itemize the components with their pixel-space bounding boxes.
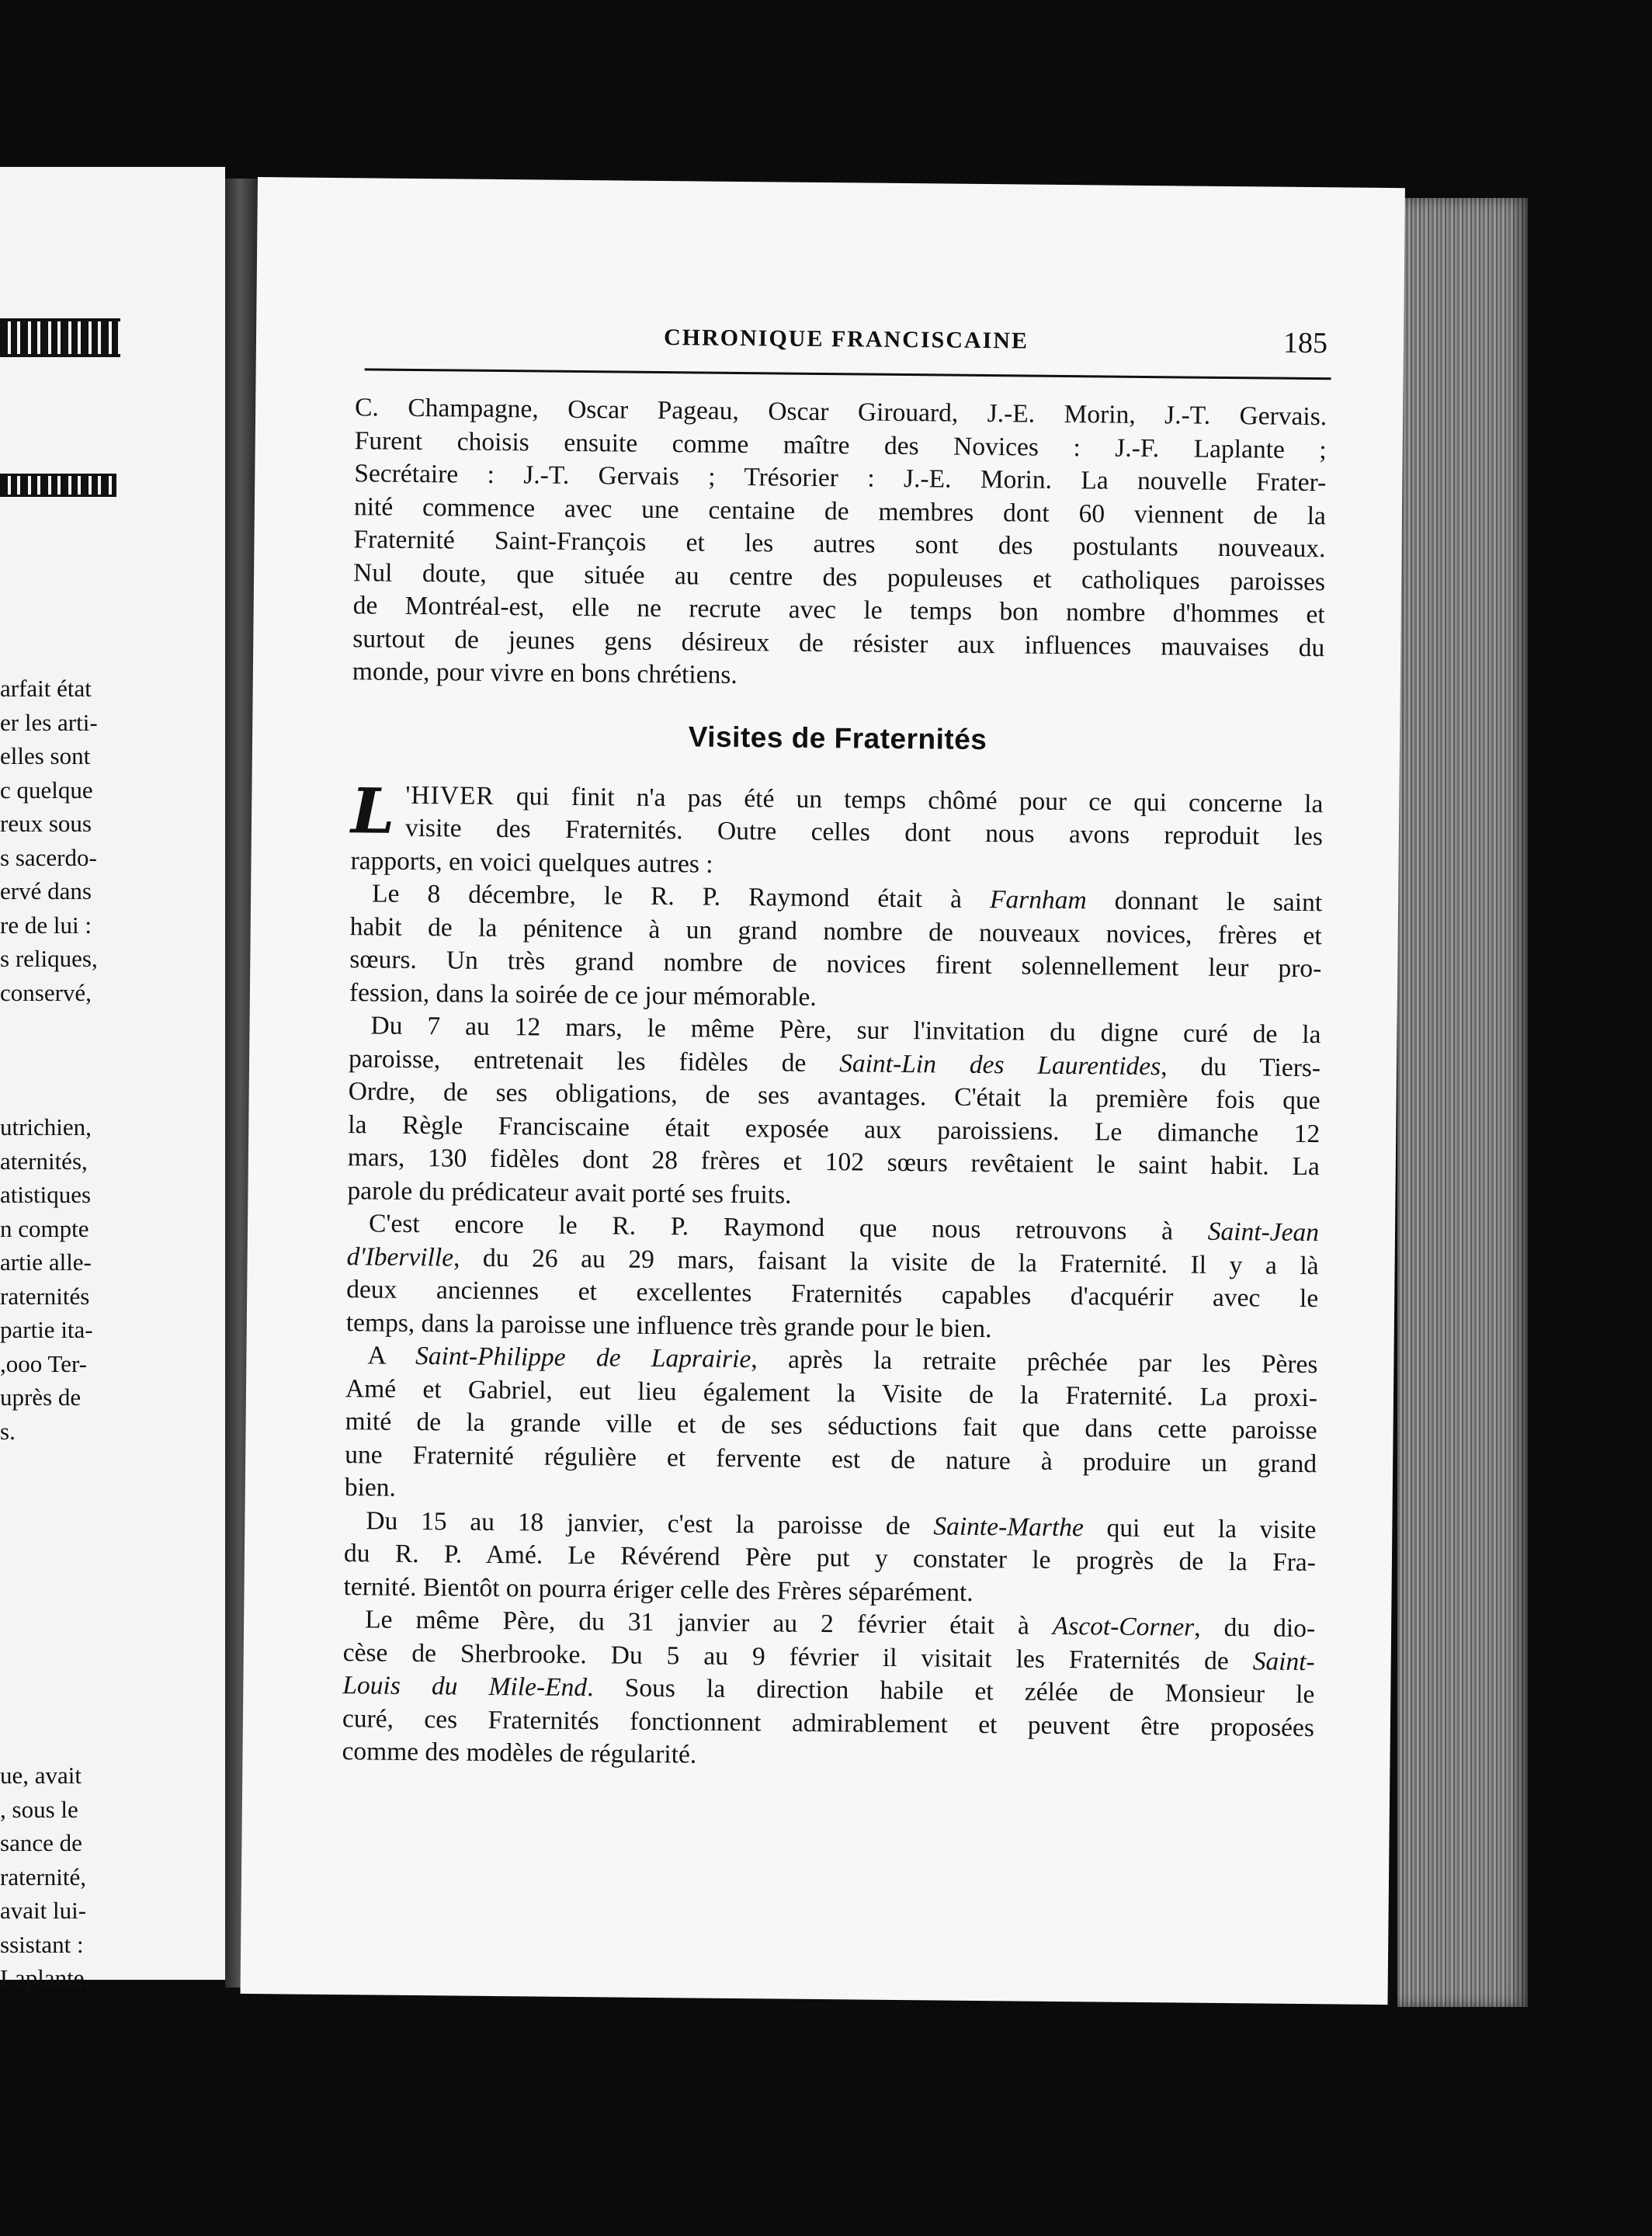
section-title: Visites de Fraternités [688, 720, 987, 755]
place-name: Saint- [1252, 1646, 1315, 1676]
ornament-band [0, 318, 120, 357]
place-name: Saint-Jean [1207, 1217, 1320, 1248]
page-body [342, 391, 1327, 1777]
paragraph-sainte-marthe [343, 1505, 1316, 1613]
drop-cap: L [350, 773, 395, 848]
text-line: bien. [344, 1473, 397, 1502]
text-run: cèse de Sherbrooke. Du 5 au 9 février il visitait les Fraternités de [342, 1637, 1253, 1675]
text-line: du R. P. Amé. Le Révérend Père put y constater le progrès de la Fra- [343, 1539, 1317, 1578]
text-run: qui eut la visite [1083, 1512, 1317, 1544]
text-line: fession, dans la soirée de ce jour mémorable. [349, 977, 817, 1012]
text-run: C'est encore le R. P. Raymond que nous retrouvons à [368, 1209, 1208, 1246]
left-line: atistiques [0, 1181, 92, 1208]
text-line: C. Champagne, Oscar Pageau, Oscar Girouard, J.-E. Morin, J.-T. Gervais. [354, 393, 1328, 432]
text-run: , du dio- [1194, 1613, 1316, 1644]
text-line: Fraternité Saint-François et les autres sont des postulants nouveaux. [353, 525, 1326, 564]
page-stack-edge [1397, 198, 1528, 2007]
left-line: aternités, [0, 1147, 88, 1175]
place-name: d'Iberville [346, 1241, 454, 1272]
left-line: arfait état [0, 675, 92, 702]
left-line: artie alle- [0, 1248, 92, 1276]
page-number: 185 [1282, 326, 1328, 360]
paragraph-iberville [346, 1207, 1320, 1349]
left-line: , sous le [0, 1795, 78, 1823]
place-name: Saint-Lin des Laurentides [839, 1048, 1161, 1081]
text-run: , après la retraite prêchée par les Pères [751, 1345, 1318, 1380]
left-text-block-a [0, 672, 225, 1009]
text-line: Amé et Gabriel, eut lieu également la Visite de la Fraternité. La proxi- [345, 1373, 1318, 1412]
running-head: CHRONIQUE FRANCISCAINE [663, 325, 1029, 354]
text-line: monde, pour vivre en bons chrétiens. [352, 657, 738, 689]
left-text-block-b [0, 1110, 225, 1448]
ornament-band [0, 474, 116, 497]
text-line: curé, ces Fraternités fonctionnent admirablement et peuvent être proposées [342, 1703, 1315, 1742]
text-run: Du 15 au 18 janvier, c'est la paroisse de [366, 1505, 934, 1540]
text-line: Ordre, de ses obligations, de ses avantages. C'était la première fois que [348, 1077, 1321, 1116]
text-line: deux anciennes et excellentes Fraternités capables d'acquérir avec le [346, 1275, 1319, 1314]
left-line: elles sont [0, 742, 91, 769]
place-name: Saint-Philippe de Laprairie [415, 1342, 751, 1374]
paragraph-ascot-corner [342, 1603, 1315, 1778]
text-line: sœurs. Un très grand nombre de novices firent solennellement leur pro- [349, 945, 1322, 984]
text-run: Le 8 décembre, le R. P. Raymond était à [371, 879, 991, 915]
text-line: ternité. Bientôt on pourra ériger celle des Frères séparément. [343, 1571, 974, 1607]
text-run: Le même Père, du 31 janvier au 2 février était à [364, 1605, 1053, 1641]
text-run: qui finit n'a pas été un temps chômé pour ce qui concerne la [494, 781, 1324, 818]
text-line: nité commence avec une centaine de membres dont 60 viennent de la [353, 491, 1327, 530]
text-line: mars, 130 fidèles dont 28 frères et 102 sœurs revêtaient le saint habit. La [347, 1143, 1321, 1182]
left-line: avait lui- [0, 1897, 87, 1924]
left-line: reux sous [0, 810, 92, 837]
left-line: ssistant : [0, 1930, 84, 1958]
text-line: habit de la pénitence à un grand nombre de nouveaux novices, frères et [349, 911, 1322, 950]
text-run: A [367, 1341, 416, 1371]
text-line: une Fraternité régulière et fervente est de nature à produire un grand [345, 1439, 1317, 1478]
text-line: visite des Fraternités. Outre celles dont nous avons reproduit les [404, 813, 1324, 852]
place-name: Sainte-Marthe [933, 1511, 1085, 1542]
left-line: uprès de [0, 1384, 82, 1411]
text-run: , du Tiers- [1161, 1051, 1321, 1082]
text-line: parole du prédicateur avait porté ses fruits. [347, 1175, 792, 1210]
left-bullet: . [0, 2100, 6, 2126]
text-line: mité de la grande ville et de ses séductions fait que dans cette paroisse [345, 1407, 1317, 1446]
left-page-fragment [0, 167, 225, 2126]
header-rule [365, 368, 1331, 380]
text-line: Furent choisis ensuite comme maître des Novices : J.-F. Laplante ; [354, 425, 1327, 464]
place-name: Louis du Mile-End [342, 1671, 588, 1703]
text-line: Secrétaire : J.-T. Gervais ; Trésorier : J.-E. Morin. La nouvelle Frater- [354, 459, 1327, 498]
text-line: de Montréal-est, elle ne recrute avec le temps bon nombre d'hommes et [352, 591, 1325, 630]
small-caps-word: 'HIVER [405, 780, 495, 811]
left-line: s reliques, [0, 945, 98, 972]
left-line: er les arti- [0, 708, 98, 736]
left-line: raternités [0, 1282, 90, 1310]
left-line: Laplante, [0, 1964, 91, 1991]
paragraph-saint-lin [347, 1009, 1321, 1217]
left-line: s sacerdo- [0, 843, 97, 871]
left-line: utrichien, [0, 1113, 92, 1141]
left-line: s. [0, 1417, 16, 1445]
left-line: re de lui : [0, 911, 92, 939]
text-line: comme des modèles de régularité. [342, 1737, 697, 1769]
left-line: partie ita- [0, 1316, 93, 1343]
text-run: paroisse, entretenait les fidèles de [348, 1043, 840, 1078]
place-name: Ascot-Corner [1052, 1611, 1195, 1642]
left-line: ue, avait [0, 1762, 82, 1789]
left-line: c quelque [0, 776, 93, 804]
text-line: rapports, en voici quelques autres : [350, 845, 713, 879]
page-header [365, 321, 1328, 370]
text-line: la Règle Franciscaine était exposée aux paroissiens. Le dimanche 12 [348, 1109, 1321, 1148]
left-line: ervé dans [0, 877, 92, 904]
text-line: temps, dans la paroisse une influence très grande pour le bien. [345, 1307, 992, 1343]
text-line: surtout de jeunes gens désireux de résister aux influences mauvaises du [352, 623, 1325, 662]
text-line: Nul doute, que située au centre des populeuses et catholiques paroisses [352, 557, 1326, 596]
text-line: Du 7 au 12 mars, le même Père, sur l'invitation du digne curé de la [370, 1011, 1321, 1050]
paragraph-farnham [349, 877, 1323, 1019]
text-run: donnant le saint [1086, 886, 1323, 918]
page-185 [241, 177, 1405, 2005]
paragraph-intro [350, 773, 1324, 887]
left-text-block-c [0, 1759, 225, 1995]
left-line: sance de [0, 1829, 82, 1856]
text-run: . Sous la direction habile et zélée de Monsieur le [586, 1673, 1315, 1710]
left-line: n compte [0, 1214, 89, 1242]
left-line: raternité, [0, 1863, 87, 1891]
paragraph-laprairie [345, 1339, 1318, 1514]
left-line: conservé, [0, 978, 92, 1006]
text-run: , du 26 au 29 mars, faisant la visite de la Fraternité. Il y a là [453, 1242, 1319, 1280]
left-line: ,ooo Ter- [0, 1349, 87, 1377]
paragraph-fraternity-officers [352, 391, 1328, 698]
place-name: Farnham [989, 885, 1087, 915]
